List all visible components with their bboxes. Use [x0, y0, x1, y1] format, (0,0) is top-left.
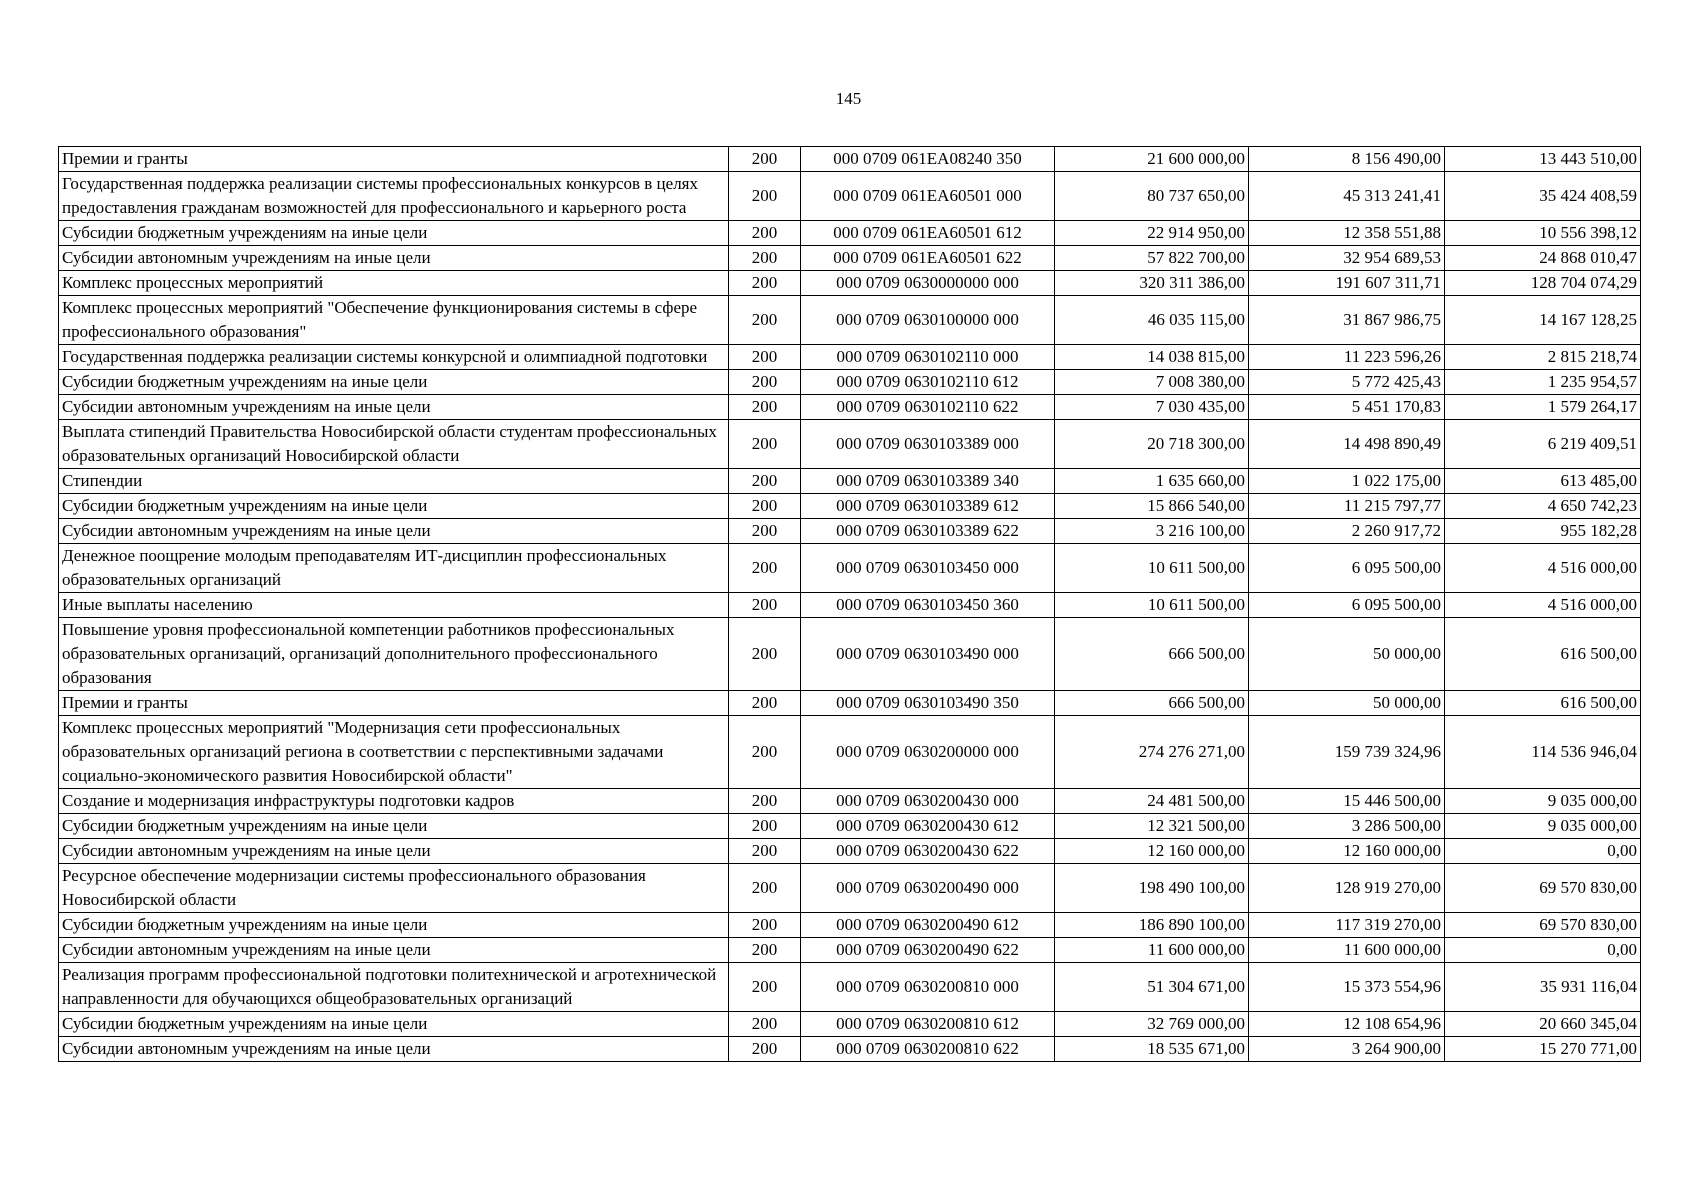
cell-unexecuted: 35 424 408,59: [1445, 172, 1641, 221]
cell-budget-classification: 000 0709 0630103490 350: [801, 691, 1055, 716]
cell-unexecuted: 9 035 000,00: [1445, 789, 1641, 814]
cell-executed: 159 739 324,96: [1249, 716, 1445, 789]
table-row: [59, 864, 1641, 913]
cell-executed: 15 446 500,00: [1249, 789, 1445, 814]
cell-unexecuted: 14 167 128,25: [1445, 296, 1641, 345]
cell-executed: 12 358 551,88: [1249, 221, 1445, 246]
cell-approved: 198 490 100,00: [1055, 864, 1249, 913]
cell-approved: 274 276 271,00: [1055, 716, 1249, 789]
cell-unexecuted: 2 815 218,74: [1445, 345, 1641, 370]
cell-name: Субсидии бюджетным учреждениям на иные цели: [59, 370, 729, 395]
cell-line-code: 200: [729, 1037, 801, 1062]
cell-approved: 14 038 815,00: [1055, 345, 1249, 370]
cell-approved: 46 035 115,00: [1055, 296, 1249, 345]
cell-unexecuted: 0,00: [1445, 839, 1641, 864]
cell-line-code: 200: [729, 469, 801, 494]
cell-executed: 50 000,00: [1249, 691, 1445, 716]
cell-line-code: 200: [729, 814, 801, 839]
cell-approved: 10 611 500,00: [1055, 593, 1249, 618]
cell-budget-classification: 000 0709 061EA60501 622: [801, 246, 1055, 271]
table-row: [59, 345, 1641, 370]
cell-name: Государственная поддержка реализации системы профессиональных конкурсов в целях предоставления гражданам возможностей для профессионального и карьерного роста: [59, 172, 729, 221]
cell-executed: 3 264 900,00: [1249, 1037, 1445, 1062]
cell-executed: 2 260 917,72: [1249, 519, 1445, 544]
cell-name: Ресурсное обеспечение модернизации системы профессионального образования Новосибирской области: [59, 864, 729, 913]
cell-approved: 666 500,00: [1055, 618, 1249, 691]
cell-unexecuted: 4 650 742,23: [1445, 494, 1641, 519]
cell-name: Создание и модернизация инфраструктуры подготовки кадров: [59, 789, 729, 814]
cell-name: Субсидии бюджетным учреждениям на иные цели: [59, 221, 729, 246]
table-row: [59, 469, 1641, 494]
table-row: [59, 172, 1641, 221]
cell-line-code: 200: [729, 296, 801, 345]
cell-line-code: 200: [729, 519, 801, 544]
cell-name: Субсидии бюджетным учреждениям на иные цели: [59, 913, 729, 938]
table-row: [59, 618, 1641, 691]
table-row: [59, 271, 1641, 296]
cell-approved: 57 822 700,00: [1055, 246, 1249, 271]
cell-approved: 51 304 671,00: [1055, 963, 1249, 1012]
table-row: [59, 593, 1641, 618]
cell-unexecuted: 69 570 830,00: [1445, 864, 1641, 913]
cell-budget-classification: 000 0709 0630000000 000: [801, 271, 1055, 296]
cell-unexecuted: 9 035 000,00: [1445, 814, 1641, 839]
table-row: [59, 1012, 1641, 1037]
cell-name: Субсидии автономным учреждениям на иные цели: [59, 246, 729, 271]
cell-approved: 22 914 950,00: [1055, 221, 1249, 246]
cell-unexecuted: 6 219 409,51: [1445, 420, 1641, 469]
cell-unexecuted: 955 182,28: [1445, 519, 1641, 544]
cell-approved: 15 866 540,00: [1055, 494, 1249, 519]
cell-approved: 12 321 500,00: [1055, 814, 1249, 839]
cell-executed: 11 215 797,77: [1249, 494, 1445, 519]
cell-executed: 12 160 000,00: [1249, 839, 1445, 864]
cell-unexecuted: 1 235 954,57: [1445, 370, 1641, 395]
cell-budget-classification: 000 0709 0630103450 360: [801, 593, 1055, 618]
cell-name: Премии и гранты: [59, 691, 729, 716]
cell-approved: 80 737 650,00: [1055, 172, 1249, 221]
cell-approved: 12 160 000,00: [1055, 839, 1249, 864]
cell-unexecuted: 13 443 510,00: [1445, 147, 1641, 172]
table-row: [59, 716, 1641, 789]
cell-executed: 11 223 596,26: [1249, 345, 1445, 370]
cell-line-code: 200: [729, 370, 801, 395]
cell-approved: 3 216 100,00: [1055, 519, 1249, 544]
cell-unexecuted: 20 660 345,04: [1445, 1012, 1641, 1037]
cell-name: Субсидии автономным учреждениям на иные цели: [59, 519, 729, 544]
cell-executed: 6 095 500,00: [1249, 593, 1445, 618]
cell-line-code: 200: [729, 271, 801, 296]
cell-unexecuted: 1 579 264,17: [1445, 395, 1641, 420]
table-row: [59, 395, 1641, 420]
cell-approved: 1 635 660,00: [1055, 469, 1249, 494]
cell-unexecuted: 4 516 000,00: [1445, 593, 1641, 618]
cell-line-code: 200: [729, 963, 801, 1012]
cell-executed: 128 919 270,00: [1249, 864, 1445, 913]
cell-executed: 45 313 241,41: [1249, 172, 1445, 221]
cell-executed: 1 022 175,00: [1249, 469, 1445, 494]
cell-budget-classification: 000 0709 0630200430 000: [801, 789, 1055, 814]
cell-name: Выплата стипендий Правительства Новосибирской области студентам профессиональных образовательных организаций Новосибирской области: [59, 420, 729, 469]
cell-name: Иные выплаты населению: [59, 593, 729, 618]
cell-executed: 15 373 554,96: [1249, 963, 1445, 1012]
cell-budget-classification: 000 0709 0630103389 612: [801, 494, 1055, 519]
cell-budget-classification: 000 0709 0630103389 622: [801, 519, 1055, 544]
cell-budget-classification: 000 0709 0630102110 000: [801, 345, 1055, 370]
cell-budget-classification: 000 0709 0630200000 000: [801, 716, 1055, 789]
cell-approved: 7 008 380,00: [1055, 370, 1249, 395]
cell-line-code: 200: [729, 864, 801, 913]
table-row: [59, 814, 1641, 839]
table-row: [59, 221, 1641, 246]
cell-name: Субсидии бюджетным учреждениям на иные цели: [59, 494, 729, 519]
table-row: [59, 494, 1641, 519]
cell-line-code: 200: [729, 593, 801, 618]
cell-name: Субсидии бюджетным учреждениям на иные цели: [59, 814, 729, 839]
cell-budget-classification: 000 0709 0630200430 612: [801, 814, 1055, 839]
cell-unexecuted: 114 536 946,04: [1445, 716, 1641, 789]
cell-budget-classification: 000 0709 0630200810 000: [801, 963, 1055, 1012]
table-row: [59, 296, 1641, 345]
table-row: [59, 519, 1641, 544]
cell-executed: 191 607 311,71: [1249, 271, 1445, 296]
cell-budget-classification: 000 0709 061EA08240 350: [801, 147, 1055, 172]
cell-name: Субсидии автономным учреждениям на иные цели: [59, 1037, 729, 1062]
cell-approved: 11 600 000,00: [1055, 938, 1249, 963]
cell-name: Субсидии автономным учреждениям на иные цели: [59, 938, 729, 963]
cell-budget-classification: 000 0709 0630103389 000: [801, 420, 1055, 469]
cell-approved: 10 611 500,00: [1055, 544, 1249, 593]
cell-budget-classification: 000 0709 061EA60501 000: [801, 172, 1055, 221]
cell-unexecuted: 24 868 010,47: [1445, 246, 1641, 271]
cell-approved: 21 600 000,00: [1055, 147, 1249, 172]
cell-budget-classification: 000 0709 0630200490 612: [801, 913, 1055, 938]
table-row: [59, 246, 1641, 271]
cell-line-code: 200: [729, 395, 801, 420]
table-row: [59, 839, 1641, 864]
cell-line-code: 200: [729, 938, 801, 963]
cell-executed: 31 867 986,75: [1249, 296, 1445, 345]
cell-line-code: 200: [729, 172, 801, 221]
cell-budget-classification: 000 0709 0630200810 622: [801, 1037, 1055, 1062]
cell-name: Государственная поддержка реализации системы конкурсной и олимпиадной подготовки: [59, 345, 729, 370]
cell-line-code: 200: [729, 420, 801, 469]
cell-executed: 50 000,00: [1249, 618, 1445, 691]
cell-approved: 186 890 100,00: [1055, 913, 1249, 938]
cell-budget-classification: 000 0709 0630200430 622: [801, 839, 1055, 864]
cell-unexecuted: 0,00: [1445, 938, 1641, 963]
cell-name: Комплекс процессных мероприятий: [59, 271, 729, 296]
cell-executed: 6 095 500,00: [1249, 544, 1445, 593]
table-row: [59, 1037, 1641, 1062]
cell-line-code: 200: [729, 544, 801, 593]
cell-line-code: 200: [729, 494, 801, 519]
table-row: [59, 963, 1641, 1012]
cell-name: Реализация программ профессиональной подготовки политехнической и агротехнической направленности для обучающихся общеобразовательных организаций: [59, 963, 729, 1012]
table-row: [59, 938, 1641, 963]
cell-line-code: 200: [729, 1012, 801, 1037]
page-number: 145: [835, 89, 862, 108]
cell-executed: 32 954 689,53: [1249, 246, 1445, 271]
table-row: [59, 370, 1641, 395]
cell-unexecuted: 69 570 830,00: [1445, 913, 1641, 938]
cell-executed: 14 498 890,49: [1249, 420, 1445, 469]
cell-unexecuted: 128 704 074,29: [1445, 271, 1641, 296]
cell-approved: 320 311 386,00: [1055, 271, 1249, 296]
cell-approved: 666 500,00: [1055, 691, 1249, 716]
cell-budget-classification: 000 0709 0630102110 612: [801, 370, 1055, 395]
cell-budget-classification: 000 0709 0630103490 000: [801, 618, 1055, 691]
cell-executed: 11 600 000,00: [1249, 938, 1445, 963]
cell-budget-classification: 000 0709 0630200490 622: [801, 938, 1055, 963]
cell-budget-classification: 000 0709 0630100000 000: [801, 296, 1055, 345]
cell-unexecuted: 616 500,00: [1445, 691, 1641, 716]
cell-name: Стипендии: [59, 469, 729, 494]
cell-name: Премии и гранты: [59, 147, 729, 172]
cell-budget-classification: 000 0709 0630200810 612: [801, 1012, 1055, 1037]
cell-unexecuted: 613 485,00: [1445, 469, 1641, 494]
cell-executed: 5 451 170,83: [1249, 395, 1445, 420]
table-body: [59, 147, 1641, 1062]
cell-budget-classification: 000 0709 0630103389 340: [801, 469, 1055, 494]
cell-unexecuted: 616 500,00: [1445, 618, 1641, 691]
table-row: [59, 420, 1641, 469]
table-row: [59, 147, 1641, 172]
cell-approved: 18 535 671,00: [1055, 1037, 1249, 1062]
cell-budget-classification: 000 0709 0630200490 000: [801, 864, 1055, 913]
cell-line-code: 200: [729, 345, 801, 370]
table-row: [59, 691, 1641, 716]
cell-line-code: 200: [729, 789, 801, 814]
table-row: [59, 789, 1641, 814]
cell-line-code: 200: [729, 147, 801, 172]
cell-name: Субсидии автономным учреждениям на иные цели: [59, 395, 729, 420]
cell-budget-classification: 000 0709 0630102110 622: [801, 395, 1055, 420]
cell-line-code: 200: [729, 913, 801, 938]
cell-unexecuted: 10 556 398,12: [1445, 221, 1641, 246]
cell-budget-classification: 000 0709 0630103450 000: [801, 544, 1055, 593]
cell-executed: 12 108 654,96: [1249, 1012, 1445, 1037]
cell-line-code: 200: [729, 839, 801, 864]
budget-execution-table: [58, 146, 1641, 1062]
cell-approved: 32 769 000,00: [1055, 1012, 1249, 1037]
cell-name: Повышение уровня профессиональной компетенции работников профессиональных образовательных организаций, организаций дополнительного профессионального образования: [59, 618, 729, 691]
cell-line-code: 200: [729, 716, 801, 789]
cell-name: Субсидии автономным учреждениям на иные цели: [59, 839, 729, 864]
cell-executed: 5 772 425,43: [1249, 370, 1445, 395]
cell-line-code: 200: [729, 618, 801, 691]
cell-budget-classification: 000 0709 061EA60501 612: [801, 221, 1055, 246]
table-row: [59, 544, 1641, 593]
cell-unexecuted: 35 931 116,04: [1445, 963, 1641, 1012]
cell-approved: 24 481 500,00: [1055, 789, 1249, 814]
cell-line-code: 200: [729, 691, 801, 716]
cell-executed: 117 319 270,00: [1249, 913, 1445, 938]
cell-name: Комплекс процессных мероприятий "Модернизация сети профессиональных образовательных организаций региона в соответствии с перспективными задачами социально-экономического развития Новосибирской области": [59, 716, 729, 789]
cell-executed: 8 156 490,00: [1249, 147, 1445, 172]
table-row: [59, 913, 1641, 938]
cell-name: Субсидии бюджетным учреждениям на иные цели: [59, 1012, 729, 1037]
cell-executed: 3 286 500,00: [1249, 814, 1445, 839]
cell-approved: 20 718 300,00: [1055, 420, 1249, 469]
cell-name: Денежное поощрение молодым преподавателям ИТ-дисциплин профессиональных образовательных организаций: [59, 544, 729, 593]
cell-name: Комплекс процессных мероприятий "Обеспечение функционирования системы в сфере профессионального образования": [59, 296, 729, 345]
cell-unexecuted: 4 516 000,00: [1445, 544, 1641, 593]
cell-approved: 7 030 435,00: [1055, 395, 1249, 420]
cell-unexecuted: 15 270 771,00: [1445, 1037, 1641, 1062]
cell-line-code: 200: [729, 221, 801, 246]
cell-line-code: 200: [729, 246, 801, 271]
